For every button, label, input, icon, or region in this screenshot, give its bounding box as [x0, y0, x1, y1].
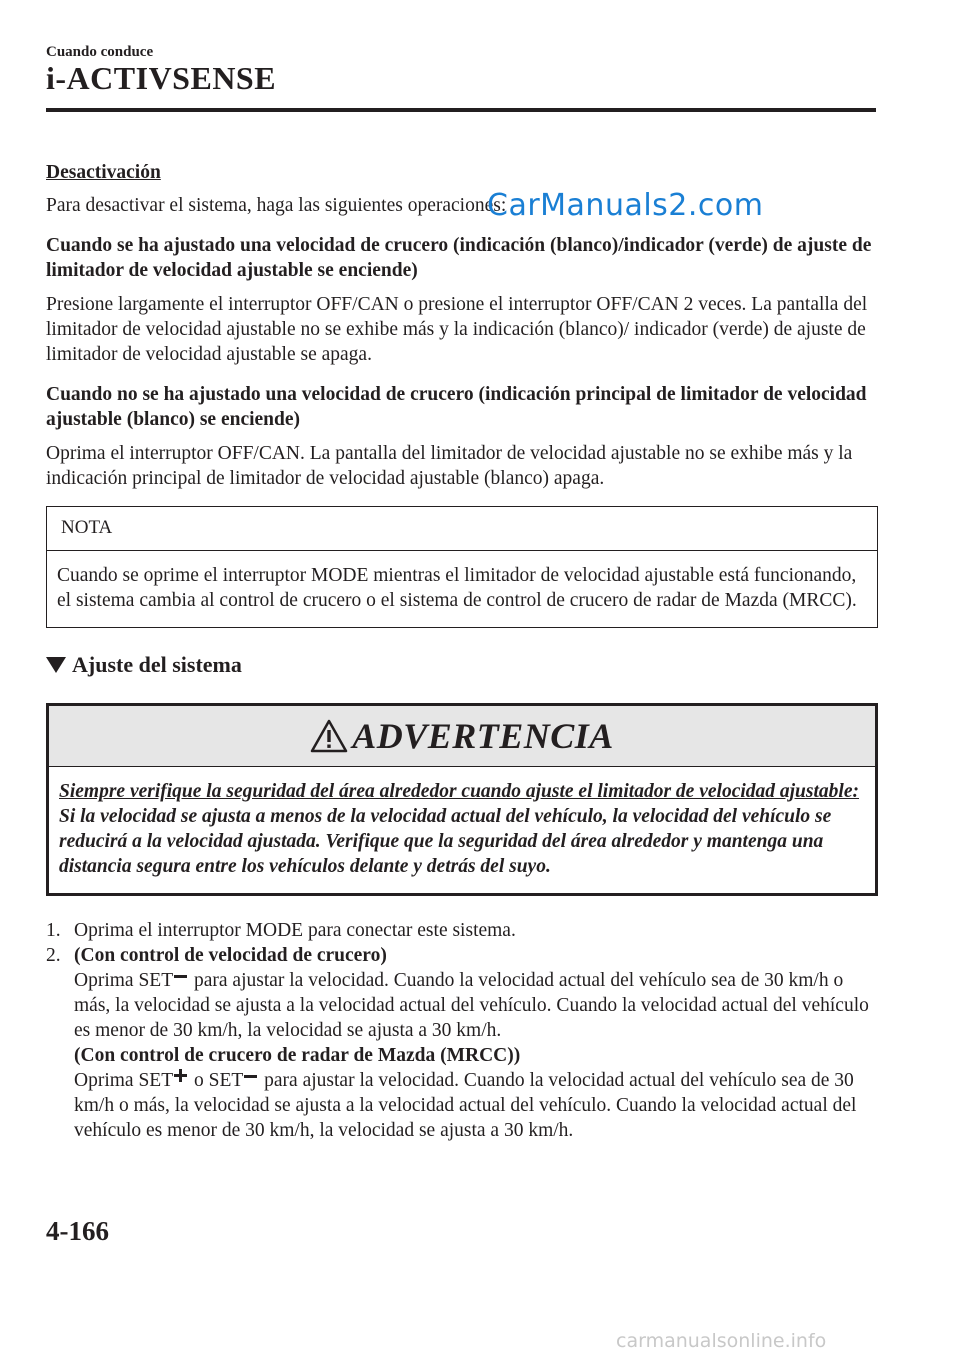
step-text: Oprima el interruptor MODE para conectar este sistema.	[74, 920, 516, 941]
step-sub-text	[74, 968, 878, 1043]
warning-header	[49, 706, 875, 767]
warning-box	[46, 703, 878, 896]
plus-icon	[174, 1069, 187, 1082]
warning-label: ADVERTENCIA	[352, 715, 614, 756]
warning-body	[49, 767, 875, 893]
step-text-part: Oprima SET	[74, 970, 174, 991]
step-sub-title: (Con control de crucero de radar de Mazda (MRCC))	[74, 1045, 521, 1066]
minus-icon	[174, 975, 187, 978]
warning-lead: Siempre verifique la seguridad del área alrededor cuando ajuste el limitador de velocidad ajustable:	[59, 781, 859, 802]
deactivation-intro: Para desactivar el sistema, haga las siguientes operaciones:	[46, 195, 507, 216]
step-text-part: Oprima SET	[74, 1070, 174, 1091]
step-text-part: para ajustar la velocidad. Cuando la velocidad actual del vehículo sea de 30 km/h o más, la velocidad se ajusta a la velocidad actual del vehículo. Cuando la velocidad actual del vehículo es menor de 30 km/h, la velocidad se ajusta a 30 km/h.	[74, 1070, 857, 1141]
step-2	[46, 943, 878, 1143]
warning-triangle-icon	[310, 719, 348, 753]
triangle-down-icon	[46, 657, 66, 673]
header-rule	[46, 108, 876, 112]
case1-title: Cuando se ha ajustado una velocidad de crucero (indicación (blanco)/indicador (verde) de ajuste de limitador de velocidad ajustable se enciende)	[46, 235, 872, 281]
footer-watermark: carmanualsonline.info	[616, 1330, 827, 1352]
step-1	[46, 918, 878, 943]
note-text: Cuando se oprime el interruptor MODE mientras el limitador de velocidad ajustable está funcionando, el sistema cambia al control de crucero o el sistema de control de crucero de radar de Mazda (MRCC).	[57, 565, 857, 611]
step-sub-title: (Con control de velocidad de crucero)	[74, 945, 387, 966]
case2-title: Cuando no se ha ajustado una velocidad de crucero (indicación principal de limitador de velocidad ajustable (blanco) se enciende)	[46, 384, 867, 430]
warning-text: Si la velocidad se ajusta a menos de la velocidad actual del vehículo, la velocidad del vehículo se reducirá a la velocidad ajustada. Verifique que la seguridad del área alrededor y mantenga una distancia segura entre los vehículos delante y detrás del suyo.	[59, 806, 832, 877]
step-sub-text	[74, 1068, 878, 1143]
deactivation-title: Desactivación	[46, 162, 161, 183]
chapter-title: i-ACTIVSENSE	[46, 60, 277, 96]
note-label: NOTA	[47, 507, 877, 551]
page-number: 4-166	[46, 1216, 109, 1246]
step-text-part: o SET	[189, 1070, 244, 1091]
case1-text: Presione largamente el interruptor OFF/CAN o presione el interruptor OFF/CAN 2 veces. La pantalla del limitador de velocidad ajustable no se exhibe más y la indicación (blanco)/ indicador (verde) de ajuste de limitador de velocidad ajustable se apaga.	[46, 294, 868, 365]
step-text-part: para ajustar la velocidad. Cuando la velocidad actual del vehículo sea de 30 km/h o más, la velocidad se ajusta a la velocidad actual del vehículo. Cuando la velocidad actual del vehículo es menor de 30 km/h, la velocidad se ajusta a 30 km/h.	[74, 970, 869, 1041]
case2-text: Oprima el interruptor OFF/CAN. La pantalla del limitador de velocidad ajustable no se exhibe más y la indicación principal de limitador de velocidad ajustable (blanco) apaga.	[46, 443, 853, 489]
watermark-logo: CarManuals2.com	[487, 188, 764, 223]
step-number: 1.	[46, 920, 61, 941]
section-label: Cuando conduce	[46, 44, 154, 60]
note-box	[46, 506, 878, 628]
step-number: 2.	[46, 945, 61, 966]
minus-icon	[244, 1075, 257, 1078]
adjust-heading	[46, 652, 878, 677]
adjust-title: Ajuste del sistema	[72, 652, 242, 677]
page-content	[46, 160, 878, 1143]
